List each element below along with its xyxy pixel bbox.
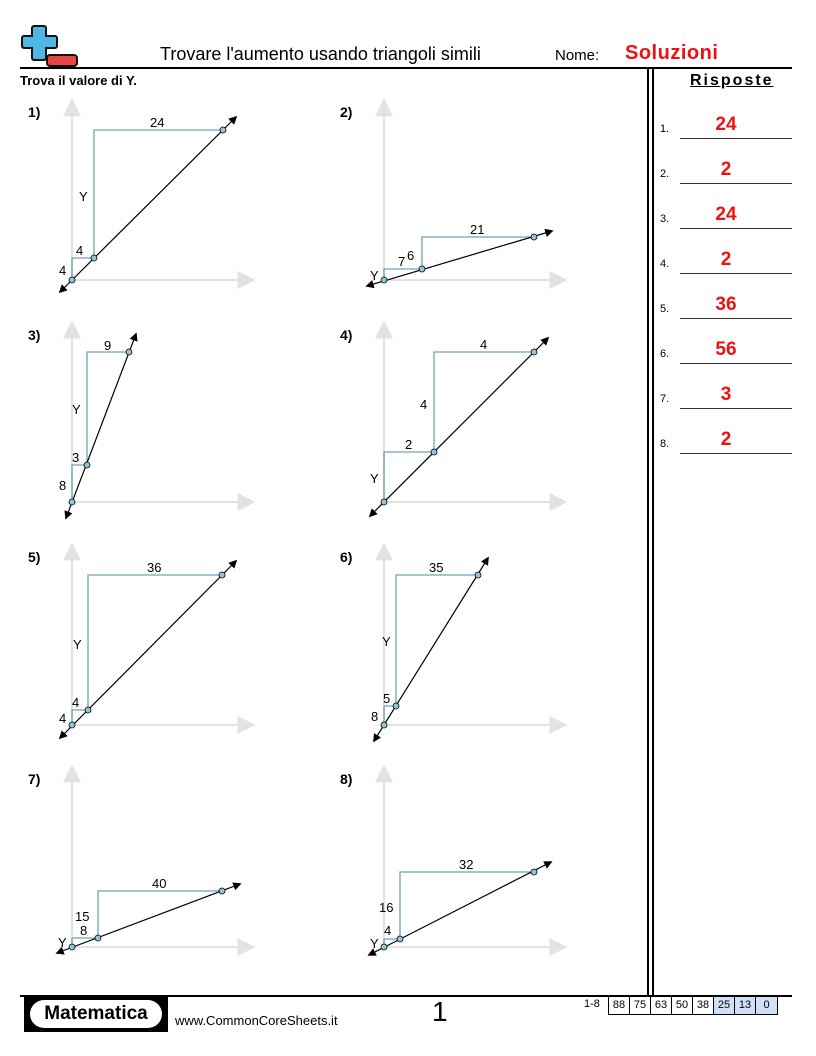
problem-3-small-rise: 8 bbox=[59, 478, 67, 493]
brand-badge: Matematica bbox=[30, 1000, 162, 1028]
problem-2-big-rise: 6 bbox=[407, 248, 415, 263]
answer-row-7 bbox=[660, 379, 792, 409]
problem-7-big-run: 40 bbox=[152, 876, 167, 891]
problem-7-small-run: 8 bbox=[80, 923, 88, 938]
problem-1-big-run: 24 bbox=[150, 115, 165, 130]
score-cell: 50 bbox=[672, 997, 693, 1014]
problem-4-big-run: 4 bbox=[480, 337, 488, 352]
answer-value: 56 bbox=[715, 339, 737, 360]
problem-6-big-rise: Y bbox=[382, 634, 391, 649]
score-cell: 0 bbox=[756, 997, 777, 1014]
problem-2-number: 2) bbox=[340, 104, 353, 120]
score-cell: 75 bbox=[630, 997, 651, 1014]
answer-column-divider-inner bbox=[652, 68, 654, 996]
answer-line bbox=[680, 363, 792, 365]
problem-8-small-run: 4 bbox=[384, 923, 392, 938]
problem-1-big-rise: Y bbox=[79, 189, 88, 204]
problem-1-small-rise: 4 bbox=[59, 263, 67, 278]
answer-line bbox=[680, 273, 792, 275]
page-number: 1 bbox=[432, 996, 448, 1027]
problem-4-big-rise: 4 bbox=[420, 397, 428, 412]
answer-row-2 bbox=[660, 154, 792, 184]
problem-2-small-run: 7 bbox=[398, 254, 406, 269]
instructions: Trova il valore di Y. bbox=[20, 73, 137, 88]
answer-row-8 bbox=[660, 424, 792, 454]
answer-value: 24 bbox=[715, 114, 737, 135]
answer-line bbox=[680, 318, 792, 320]
site-url: www.CommonCoreSheets.it bbox=[175, 1013, 338, 1028]
answer-value: 2 bbox=[720, 249, 732, 270]
problem-6-big-run: 35 bbox=[429, 560, 444, 575]
score-cell: 38 bbox=[693, 997, 714, 1014]
name-label: Nome: bbox=[555, 47, 600, 64]
problem-1-number: 1) bbox=[28, 104, 41, 120]
problem-8-big-rise: 16 bbox=[379, 900, 394, 915]
problem-8-diagram bbox=[369, 768, 564, 955]
problem-6-diagram bbox=[371, 546, 564, 741]
answer-number: 4. bbox=[660, 258, 670, 270]
answer-value: 3 bbox=[720, 384, 732, 405]
problem-3-diagram bbox=[59, 324, 252, 518]
answer-value: 2 bbox=[720, 159, 732, 180]
problem-8-number: 8) bbox=[340, 771, 353, 787]
answer-number: 5. bbox=[660, 303, 670, 315]
problem-6-number: 6) bbox=[340, 549, 353, 565]
problem-2-diagram bbox=[367, 102, 564, 286]
problem-2-small-rise: Y bbox=[370, 268, 379, 283]
problem-7-number: 7) bbox=[28, 771, 41, 787]
problem-1-small-run: 4 bbox=[76, 243, 84, 258]
score-cell: 13 bbox=[735, 997, 756, 1014]
problem-5-small-run: 4 bbox=[72, 695, 80, 710]
answer-number: 7. bbox=[660, 393, 670, 405]
problem-7-small-rise: Y bbox=[58, 935, 67, 950]
score-cell: 88 bbox=[609, 997, 630, 1014]
problem-3-big-run: 9 bbox=[104, 338, 112, 353]
answer-row-6 bbox=[660, 334, 792, 364]
answer-line bbox=[680, 453, 792, 455]
problem-8-big-run: 32 bbox=[459, 857, 474, 872]
problem-3-number: 3) bbox=[28, 327, 41, 343]
answer-line bbox=[680, 228, 792, 230]
problem-4-small-rise: Y bbox=[370, 471, 379, 486]
answer-value: 36 bbox=[715, 294, 737, 315]
name-value: Soluzioni bbox=[625, 42, 719, 64]
answer-row-1 bbox=[660, 109, 792, 139]
problem-3-small-run: 3 bbox=[72, 450, 80, 465]
answers-title: Risposte bbox=[690, 72, 774, 89]
worksheet-title: Trovare l'aumento usando triangoli simili bbox=[160, 44, 481, 64]
problem-5-number: 5) bbox=[28, 549, 41, 565]
answer-value: 2 bbox=[720, 429, 732, 450]
problem-5-big-rise: Y bbox=[73, 637, 82, 652]
answer-number: 3. bbox=[660, 213, 670, 225]
problem-5-big-run: 36 bbox=[147, 560, 162, 575]
answer-line bbox=[680, 183, 792, 185]
problem-7-big-rise: 15 bbox=[75, 909, 90, 924]
problem-1-diagram bbox=[59, 102, 252, 292]
score-range-label: 1-8 bbox=[584, 998, 600, 1010]
problem-6-small-rise: 8 bbox=[371, 709, 379, 724]
answer-line bbox=[680, 138, 792, 140]
score-cell: 63 bbox=[651, 997, 672, 1014]
answer-row-5 bbox=[660, 289, 792, 319]
problem-3-big-rise: Y bbox=[72, 402, 81, 417]
score-table bbox=[608, 996, 778, 1015]
problem-5-diagram bbox=[59, 546, 252, 738]
problem-8-small-rise: Y bbox=[370, 936, 379, 951]
problem-7-diagram bbox=[57, 768, 252, 953]
problem-4-diagram bbox=[370, 324, 564, 516]
answer-number: 6. bbox=[660, 348, 670, 360]
problem-4-small-run: 2 bbox=[405, 437, 413, 452]
answer-number: 1. bbox=[660, 123, 670, 135]
problem-2-big-run: 21 bbox=[470, 222, 485, 237]
answer-value: 24 bbox=[715, 204, 737, 225]
answer-line bbox=[680, 408, 792, 410]
problem-4-number: 4) bbox=[340, 327, 353, 343]
score-cell: 25 bbox=[714, 997, 735, 1014]
answer-row-3 bbox=[660, 199, 792, 229]
answer-number: 8. bbox=[660, 438, 670, 450]
answer-row-4 bbox=[660, 244, 792, 274]
problem-5-small-rise: 4 bbox=[59, 711, 67, 726]
answer-number: 2. bbox=[660, 168, 670, 180]
problem-6-small-run: 5 bbox=[383, 691, 391, 706]
answer-column-divider bbox=[647, 68, 649, 996]
